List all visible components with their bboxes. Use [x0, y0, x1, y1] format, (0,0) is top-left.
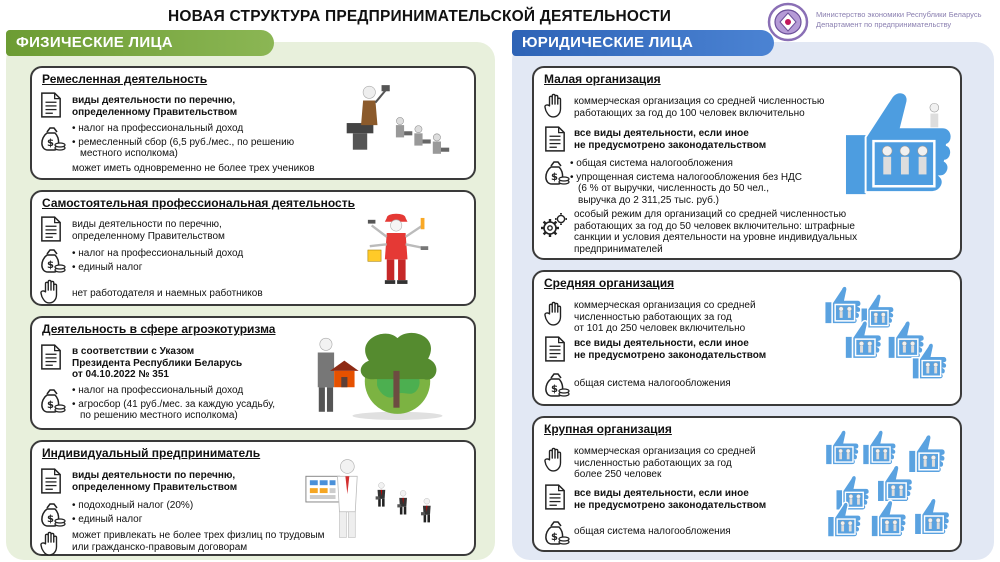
- ministry-logo: [766, 2, 810, 42]
- money-bag-icon: [542, 160, 570, 186]
- tax-text: • подоходный налог (20%) • единый налог: [72, 500, 194, 525]
- description-text: коммерческая организация со средней численностью работающих за год более 250 человек: [574, 446, 756, 480]
- thumbs-up-people-illustration: [840, 90, 958, 198]
- card-title: Малая организация: [544, 72, 661, 86]
- card-self-employed: [30, 190, 476, 306]
- ministry-line1: Министерство экономики Республики Беларусь: [816, 10, 982, 19]
- activity-text: все виды деятельности, если иное не предусмотрено законодательством: [574, 128, 767, 151]
- note-text: может иметь одновременно не более трех учеников: [72, 163, 315, 174]
- activity-text: все виды деятельности, если иное не предусмотрено законодательством: [574, 488, 767, 511]
- hand-stop-icon: [544, 446, 566, 472]
- hand-stop-icon: [544, 92, 566, 118]
- tax-text: • налог на профессиональный доход • агросбор (41 руб./мес. за каждую усадьбу, по решению местного исполкома): [72, 385, 275, 421]
- tax-text: общая система налогообложения: [574, 378, 731, 389]
- document-icon: [40, 468, 62, 494]
- special-regime-text: особый режим для организаций со средней численностью работающих за год до 50 человек включительно: штрафные санкции и условия деятельности на уровне индивидуальных предпринимателей: [574, 209, 858, 255]
- card-title: Индивидуальный предприниматель: [42, 446, 261, 460]
- money-bag-icon: [542, 520, 570, 546]
- hand-stop-icon: [40, 530, 62, 556]
- gear-icon: [540, 212, 568, 240]
- activity-text: в соответствии с Указом Президента Республики Беларусь от 04.10.2022 № 351: [72, 346, 243, 380]
- card-title: Деятельность в сфере агроэкотуризма: [42, 322, 276, 336]
- description-text: коммерческая организация со средней численностью работающих за год до 100 человек включительно: [574, 96, 825, 119]
- activity-text: виды деятельности по перечню, определенному Правительством: [72, 219, 225, 242]
- hand-stop-icon: [544, 300, 566, 326]
- ministry-caption: [816, 10, 982, 30]
- activity-text: все виды деятельности, если иное не предусмотрено законодательством: [574, 338, 767, 361]
- document-icon: [544, 336, 566, 362]
- hand-stop-icon: [40, 278, 62, 304]
- document-icon: [544, 126, 566, 152]
- tax-text: • налог на профессиональный доход • единый налог: [72, 248, 244, 273]
- card-craft-activity: [30, 66, 476, 180]
- card-title: Самостоятельная профессиональная деятельность: [42, 196, 355, 210]
- card-individual-entrepreneur: [30, 440, 476, 556]
- handyman-illustration: [366, 210, 432, 290]
- document-icon: [40, 216, 62, 242]
- description-text: коммерческая организация со средней численностью работающих за год от 101 до 250 человек включительно: [574, 300, 756, 334]
- note-text: нет работодателя и наемных работников: [72, 288, 263, 299]
- document-icon: [544, 484, 566, 510]
- card-title: Средняя организация: [544, 276, 675, 290]
- legal-entities-header: ЮРИДИЧЕСКИЕ ЛИЦА: [512, 30, 774, 56]
- money-bag-icon: [38, 388, 66, 414]
- money-bag-icon: [542, 372, 570, 398]
- tax-text: общая система налогообложения: [574, 526, 731, 537]
- card-title: Ремесленная деятельность: [42, 72, 208, 86]
- card-large-organization: [532, 416, 962, 552]
- activity-text: виды деятельности по перечню, определенному Правительством: [72, 95, 238, 118]
- card-small-organization: [532, 66, 962, 260]
- money-bag-icon: [38, 126, 66, 152]
- thumbs-up-people-illustration: [818, 282, 952, 384]
- individuals-header: ФИЗИЧЕСКИЕ ЛИЦА: [6, 30, 274, 56]
- globe-house-illustration: [302, 330, 448, 422]
- thumbs-up-people-illustration: [820, 426, 954, 540]
- ministry-line2: Департамент по предпринимательству: [816, 20, 952, 29]
- blacksmith-illustration: [338, 80, 462, 162]
- page-title: НОВАЯ СТРУКТУРА ПРЕДПРИНИМАТЕЛЬСКОЙ ДЕЯТЕЛЬНОСТИ: [168, 8, 672, 25]
- card-medium-organization: [532, 270, 962, 406]
- document-icon: [40, 344, 62, 370]
- businessman-illustration: [300, 454, 448, 544]
- note-text: может привлекать не более трех физлиц по трудовым или гражданско-правовым договорам: [72, 530, 325, 553]
- money-bag-icon: [38, 248, 66, 274]
- tax-text: • общая система налогообложения • упрощенная система налогообложения без НДС (6 % от выручки, численность до 50 чел., выручка до 2 311,25 тыс. руб.): [570, 158, 803, 206]
- activity-text: виды деятельности по перечню, определенному Правительством: [72, 470, 238, 493]
- card-title: Крупная организация: [544, 422, 672, 436]
- card-agroecotourism: [30, 316, 476, 430]
- money-bag-icon: [38, 502, 66, 528]
- tax-text: • налог на профессиональный доход • ремесленный сбор (6,5 руб./мес., по решению местного исполкома): [72, 123, 295, 159]
- document-icon: [40, 92, 62, 118]
